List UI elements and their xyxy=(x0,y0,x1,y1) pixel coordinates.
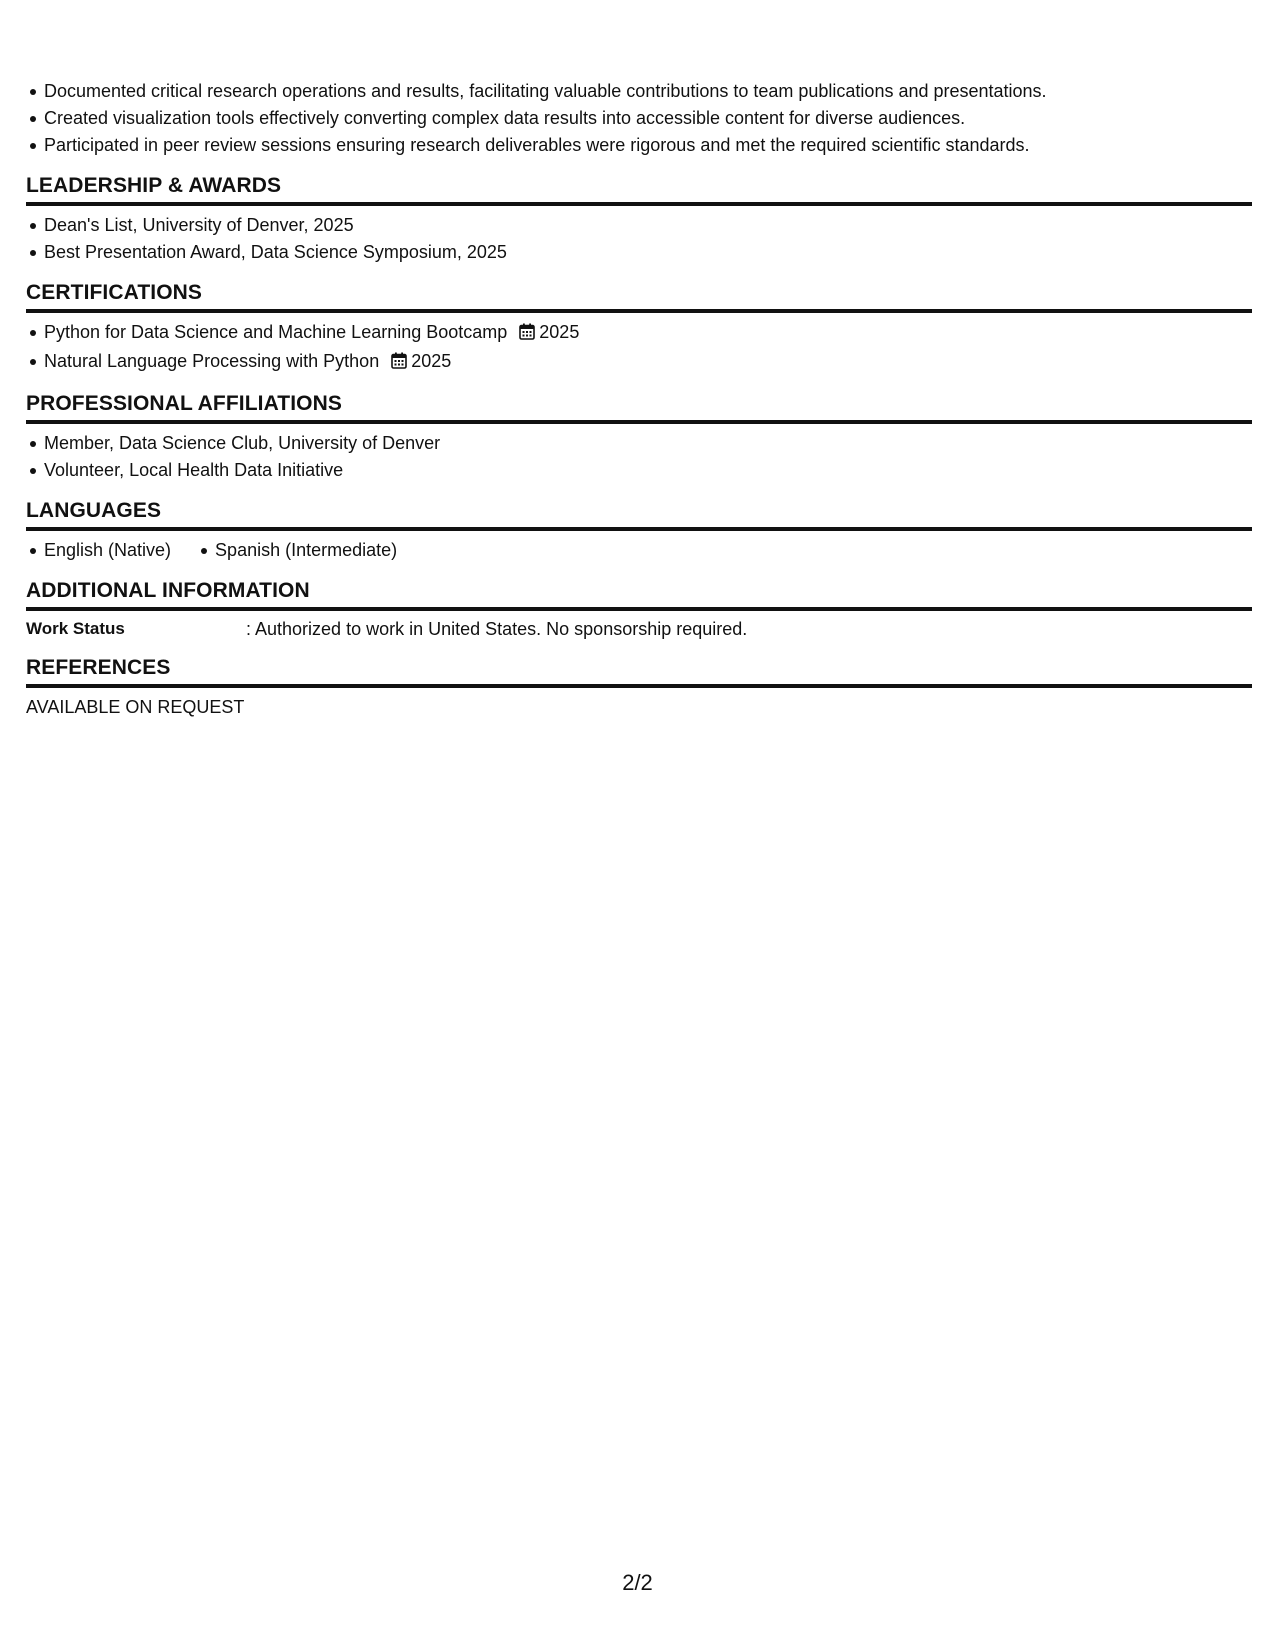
work-status-label: Work Status xyxy=(26,619,125,638)
list-item: Documented critical research operations and results, facilitating valuable contributions to team publications and presentations. xyxy=(44,78,1252,105)
work-status-row xyxy=(26,617,1252,641)
certification-year: 2025 xyxy=(411,351,452,371)
work-status-value: : Authorized to work in United States. No sponsorship required. xyxy=(246,619,748,639)
experience-bullets xyxy=(26,78,1252,159)
leadership-section xyxy=(26,173,1252,266)
list-item: Spanish (Intermediate) xyxy=(215,537,397,564)
section-title: LEADERSHIP & AWARDS xyxy=(26,173,1252,206)
list-item: Created visualization tools effectively converting complex data results into accessible content for diverse audiences. xyxy=(44,105,1252,132)
languages-list xyxy=(26,537,1252,564)
certification-year: 2025 xyxy=(539,322,580,342)
section-title: CERTIFICATIONS xyxy=(26,280,1252,313)
additional-info-section xyxy=(26,578,1252,641)
calendar-icon xyxy=(519,321,535,348)
section-title: LANGUAGES xyxy=(26,498,1252,531)
list-item xyxy=(44,348,1252,377)
certifications-section xyxy=(26,280,1252,377)
list-item: Participated in peer review sessions ensuring research deliverables were rigorous and met the required scientific standards. xyxy=(44,132,1252,159)
resume-page xyxy=(26,78,1252,720)
section-title: REFERENCES xyxy=(26,655,1252,688)
references-section xyxy=(26,655,1252,720)
section-title: PROFESSIONAL AFFILIATIONS xyxy=(26,391,1252,424)
leadership-list xyxy=(26,212,1252,266)
affiliations-section xyxy=(26,391,1252,484)
list-item: Member, Data Science Club, University of Denver xyxy=(44,430,1252,457)
certifications-list xyxy=(26,319,1252,377)
section-title: ADDITIONAL INFORMATION xyxy=(26,578,1252,611)
list-item: Volunteer, Local Health Data Initiative xyxy=(44,457,1252,484)
list-item: English (Native) xyxy=(44,537,171,564)
list-item xyxy=(44,319,1252,348)
certification-name: Natural Language Processing with Python xyxy=(44,351,380,371)
list-item: Best Presentation Award, Data Science Symposium, 2025 xyxy=(44,239,1252,266)
certification-name: Python for Data Science and Machine Learning Bootcamp xyxy=(44,322,508,342)
references-text: AVAILABLE ON REQUEST xyxy=(26,697,245,717)
affiliations-list xyxy=(26,430,1252,484)
page-number: 2/2 xyxy=(622,1570,653,1595)
calendar-icon xyxy=(391,350,407,377)
languages-section xyxy=(26,498,1252,564)
list-item: Dean's List, University of Denver, 2025 xyxy=(44,212,1252,239)
